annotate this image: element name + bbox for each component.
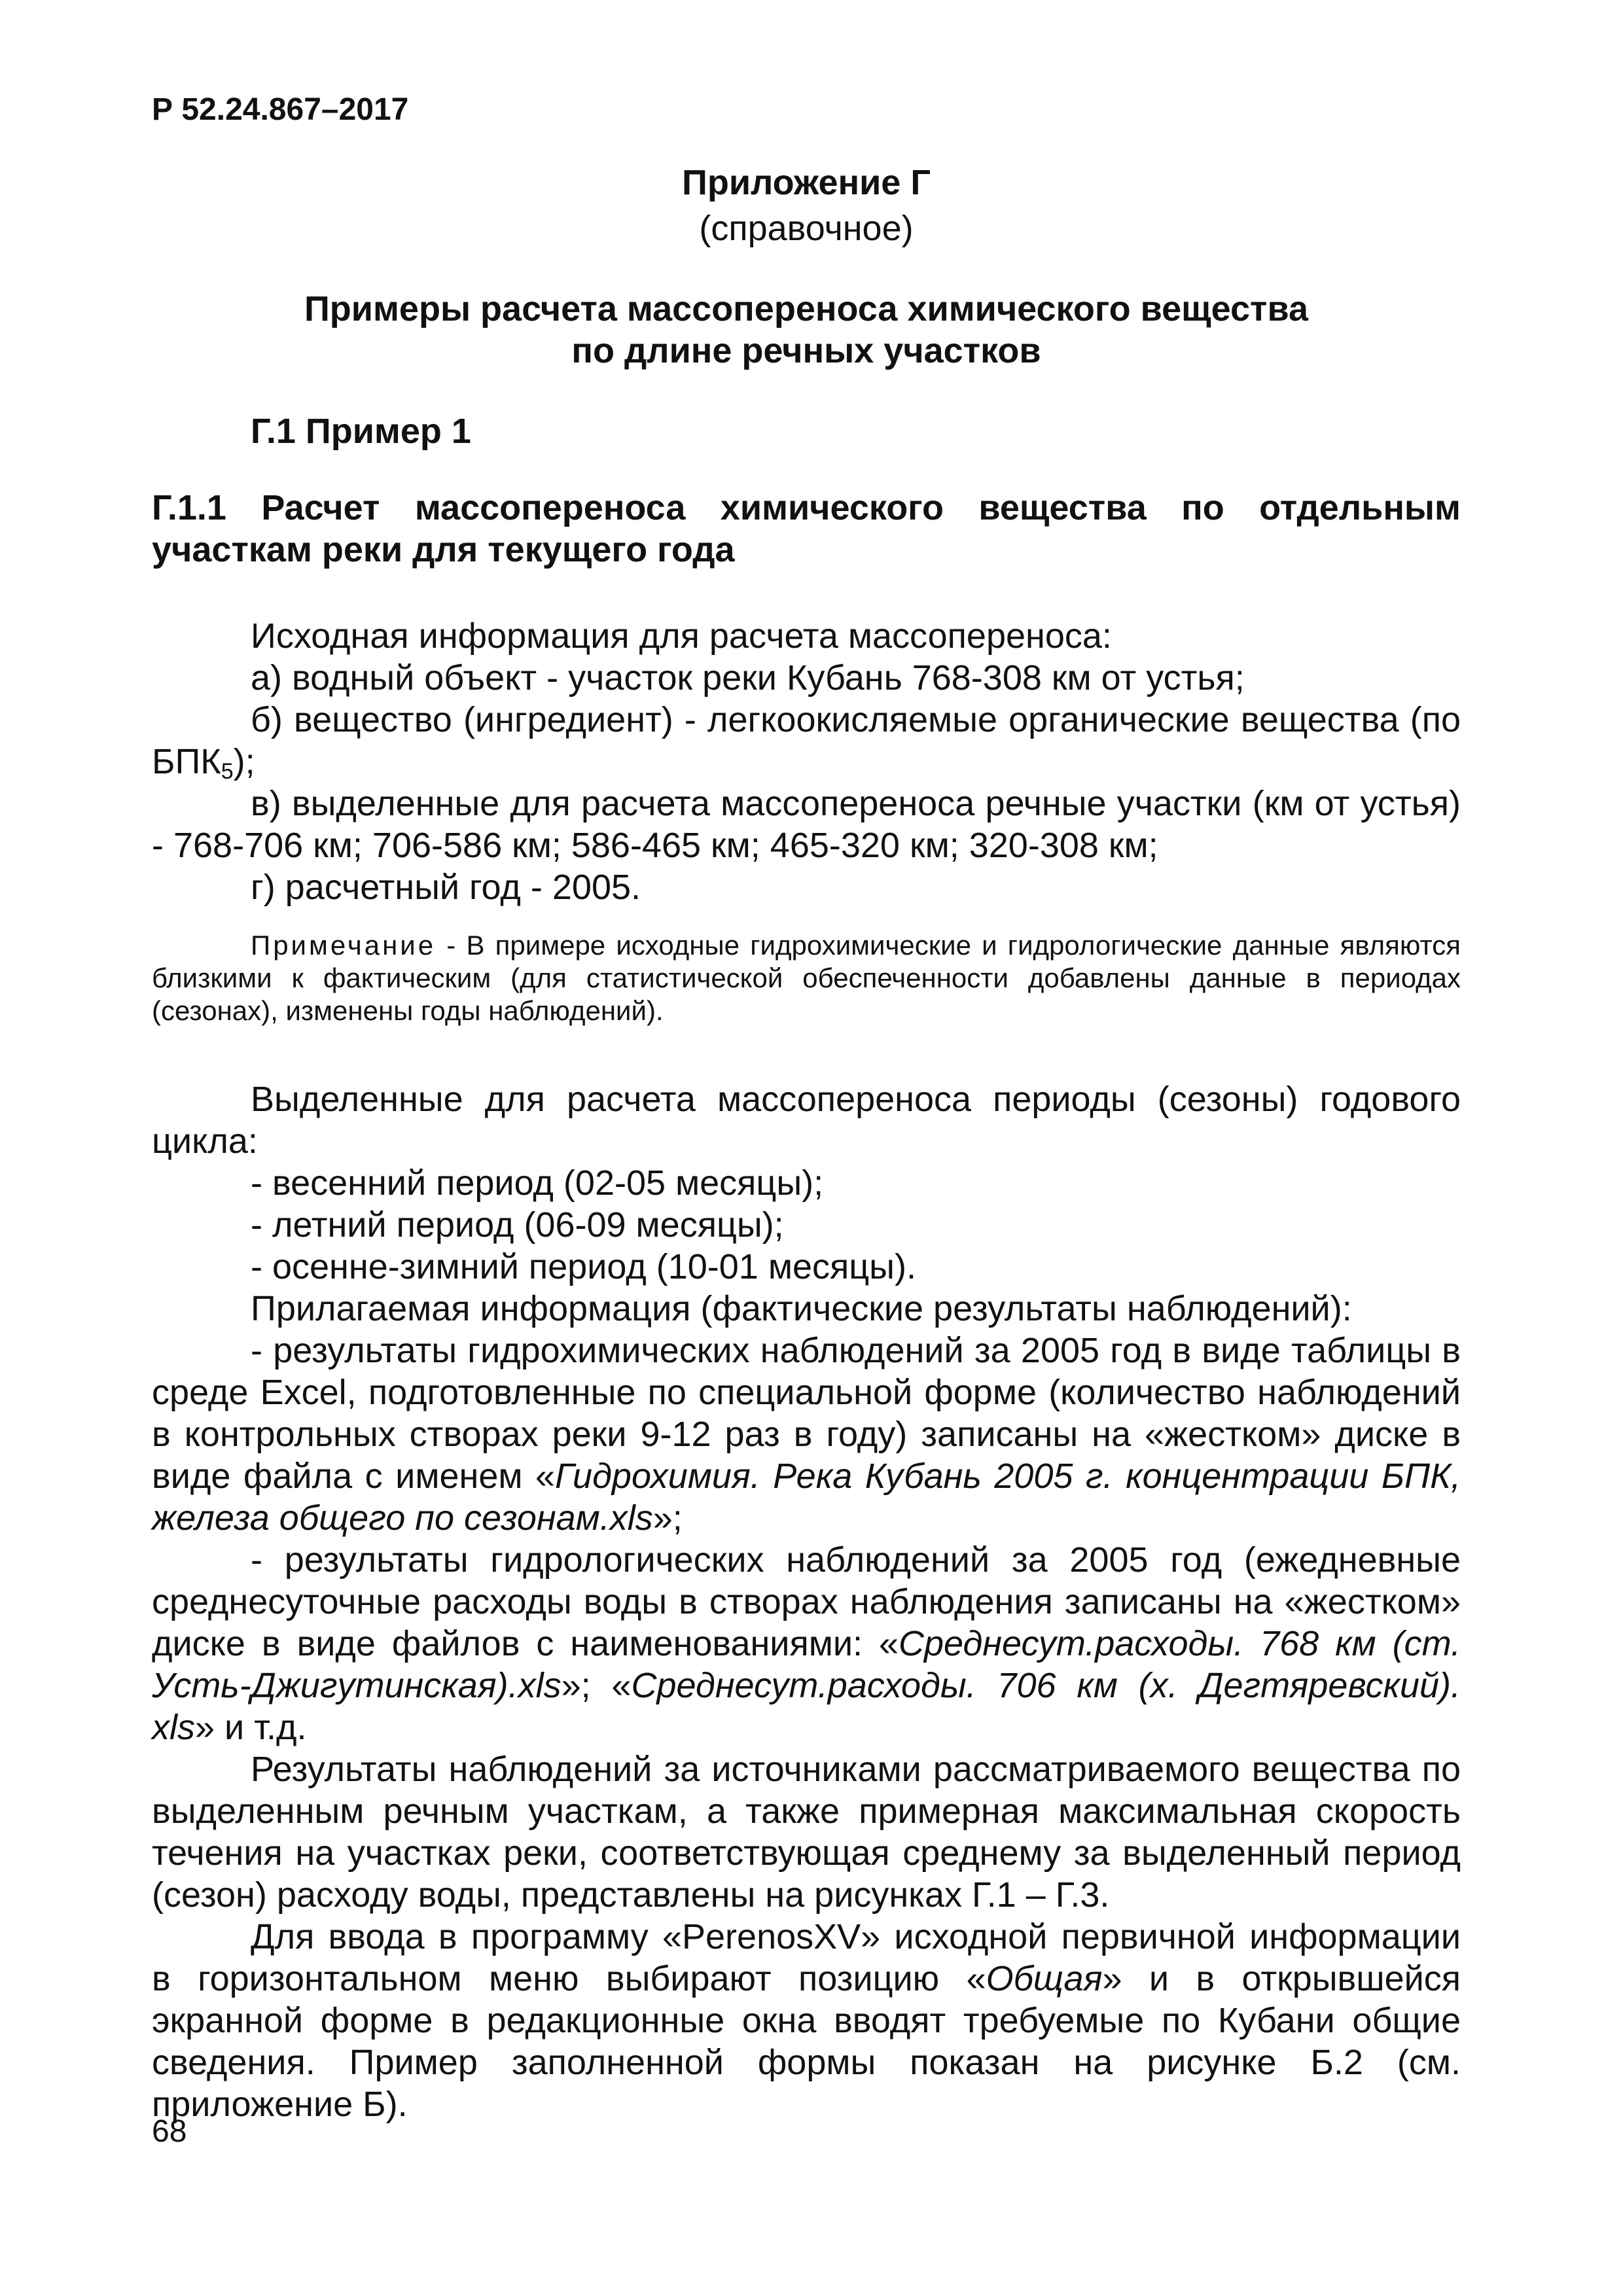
attached-intro: Прилагаемая информация (фактические результаты наблюдений): (251, 1289, 1352, 1328)
hydrology-filename-1: Среднесут.расходы. 768 км (ст. Усть-Джигутинская).xls (152, 1624, 1461, 1705)
initial-info-block (152, 615, 1461, 908)
hydrology-filename-2: Среднесут.расходы. 706 км (х. Дегтяревский). xls (152, 1666, 1461, 1747)
example-heading: Г.1 Пример 1 (251, 412, 471, 451)
initial-info-item-d: г) расчетный год - 2005. (251, 868, 641, 907)
program-paragraph: Для ввода в программу «PerenosXV» исходной первичной информации в горизонтальном меню выбирают позицию «Общая» и в открывшейся экранной форме в редакционные окна вводят требуемые по Кубани общие сведения. Пример заполненной формы показан на рисунке Б.2 (см. приложение Б). (152, 1917, 1461, 2124)
note-label: Примечание (251, 930, 437, 961)
hydrochem-filename: Гидрохимия. Река Кубань 2005 г. концентрации БПК, железа общего по сезонам.xls (152, 1457, 1461, 1538)
attached-hydrochem: - результаты гидрохимических наблюдений за 2005 год в виде таблицы в среде Excel, подготовленные по специальной форме (количество наблюдений в контрольных створах реки 9-12 раз в году) записаны на «жестком» диске в виде файла с именем «Гидрохимия. Река Кубань 2005 г. концентрации БПК, железа общего по сезонам.xls»; (152, 1331, 1461, 1538)
subsection-heading: Г.1.1 Расчет массопереноса химического вещества по отдельным участкам реки для текущего года (152, 488, 1461, 569)
initial-info-item-c: в) выделенные для расчета массопереноса речные участки (км от устья) - 768-706 км; 706-586 км; 586-465 км; 465-320 км; 320-308 км; (152, 784, 1461, 865)
period-autumn: - осенне-зимний период (10-01 месяцы). (251, 1247, 916, 1286)
results-paragraph: Результаты наблюдений за источниками рассматриваемого вещества по выделенным речным участкам, а также примерная максимальная скорость течения на участках реки, соответствующая среднему за выделенный период (сезон) расходу воды, представлены на рисунках Г.1 – Г.3. (152, 1750, 1461, 1915)
note-block (152, 929, 1461, 1027)
appendix-title: Приложение Г (682, 163, 931, 202)
appendix-heading (152, 288, 1461, 372)
document-code: Р 52.24.867–2017 (152, 92, 409, 127)
period-summer: - летний период (06-09 месяцы); (251, 1205, 784, 1245)
appendix-heading-line2: по длине речных участков (571, 331, 1041, 370)
initial-info-item-a: а) водный объект - участок реки Кубань 768-308 км от устья; (251, 658, 1245, 698)
appendix-subtitle: (справочное) (699, 209, 914, 248)
periods-intro: Выделенные для расчета массопереноса периоды (сезоны) годового цикла: (152, 1080, 1461, 1161)
menu-item-name: Общая (986, 1959, 1103, 1998)
periods-block (152, 1078, 1461, 2125)
initial-info-intro: Исходная информация для расчета массопереноса: (251, 616, 1112, 656)
page-number: 68 (152, 2114, 187, 2149)
attached-hydrology: - результаты гидрологических наблюдений за 2005 год (ежедневные среднесуточные расходы воды в створах наблюдения записаны на «жестком» диске в виде файлов с наименованиями: «Среднесут.расходы. 768 км (ст. Усть-Джигутинская).xls»; «Среднесут.расходы. 706 км (х. Дегтяревский). xls» и т.д. (152, 1540, 1461, 1747)
appendix-heading-line1: Примеры расчета массопереноса химического вещества (304, 289, 1309, 328)
note-text: - В примере исходные гидрохимические и гидрологические данные являются близкими к фактическим (для статистической обеспеченности добавлены данные в периодах (сезонах), изменены годы наблюдений). (152, 930, 1461, 1026)
initial-info-item-b: б) вещество (ингредиент) - легкоокисляемые органические вещества (по $БПК_5$); (152, 700, 1461, 784)
period-spring: - весенний период (02-05 месяцы); (251, 1163, 824, 1203)
